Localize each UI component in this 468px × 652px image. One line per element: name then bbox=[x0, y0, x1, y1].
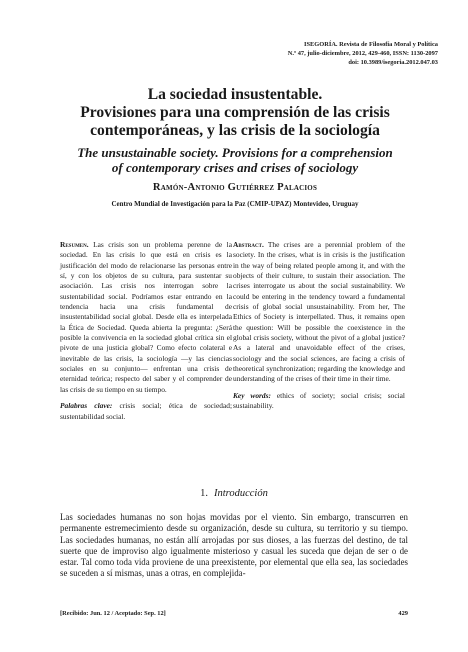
keywords-english bbox=[233, 391, 405, 412]
journal-doi: doi: 10.3989/isegoria.2012.047.03 bbox=[348, 59, 438, 66]
title-spanish-line-2: Provisiones para una comprensión de las crisis bbox=[80, 104, 390, 121]
title-spanish bbox=[40, 86, 430, 140]
abstract-spanish-body: Las crisis son un problema perenne de la sociedad. En las crisis lo que está en crisis es la justificación del modo de relacionarse las personas entre sí, y con los objetos de su cultura, para sustentar su asociación. Las crisis nos interrogan sobre la sustentabilidad social. Podríamos estar entrando en la tendencia hacia una crisis fundamental de insustentabilidad social global. Desde ella es interpelada la Ética de Sociedad. Queda abierta la pregunta: ¿Será posible la convivencia en la sociedad global crítica sin el pivote de una justicia global? Como efecto colateral e inevitable de las crisis, la sociología —y las ciencias sociales en su conjunto— enfrentan una crisis de eternidad teórica; respecto del saber y el comprender de las crisis de su tiempo en su tiempo. bbox=[60, 240, 232, 394]
keywords-spanish-body: crisis social; ética de sociedad; sustentabilidad social. bbox=[60, 401, 232, 421]
abstract-english bbox=[233, 240, 405, 385]
keywords-spanish bbox=[60, 401, 232, 422]
page-footer bbox=[60, 610, 408, 617]
title-english-line-2: of contemporary crises and crises of sociology bbox=[111, 160, 359, 175]
title-english bbox=[40, 145, 430, 175]
abstract-spanish-lead: Resumen. bbox=[60, 240, 89, 249]
received-accepted-dates: [Recibido: Jun. 12 / Aceptado: Sep. 12] bbox=[60, 610, 166, 617]
journal-header bbox=[158, 40, 438, 67]
section-number: 1. bbox=[200, 488, 208, 499]
keywords-english-body: ethics of society; social crisis; social sustainability. bbox=[233, 390, 405, 411]
abstract-spanish bbox=[60, 240, 232, 395]
section-title: Introducción bbox=[214, 488, 268, 499]
journal-name: ISEGORÍA. Revista de Filosofía Moral y Política bbox=[303, 41, 438, 48]
title-spanish-line-3: contemporáneas, y las crisis de la sociología bbox=[90, 122, 380, 139]
abstract-english-column bbox=[233, 240, 405, 418]
abstract-spanish-column bbox=[60, 240, 232, 428]
journal-issue: N.º 47, julio-diciembre, 2012, 429-460, ISSN: 1130-2097 bbox=[287, 50, 438, 57]
author-affiliation: Centro Mundial de Investigación para la Paz (CMIP-UPAZ) Montevideo, Uruguay bbox=[111, 200, 359, 208]
introduction-paragraph: Las sociedades humanas no son hojas movidas por el viento. Sin embargo, transcurren en permanente estremecimiento desde su organización, desde su cultura, su territorio y su tiempo. Las sociedades humanas, no están allí arrojadas por sus dioses, a las fuerzas del destino, de tal suerte que de improviso algo igualmente misterioso y casual les suceda que dejan de ser o de estar. Tal como toda vida proviene de una preexistente, por elemental que ella sea, las sociedades se suceden a sí mismas, unas a otras, en complejida- bbox=[60, 512, 408, 579]
introduction-body bbox=[60, 512, 408, 580]
keywords-spanish-label: Palabras clave: bbox=[60, 401, 113, 411]
title-english-line-1: The unsustainable society. Provisions for a comprehension bbox=[77, 145, 393, 160]
abstract-english-lead: Abstract. bbox=[233, 240, 264, 249]
author-name: Ramón-Antonio Gutiérrez Palacios bbox=[152, 182, 318, 193]
section-heading bbox=[60, 488, 408, 499]
page-number: 429 bbox=[398, 610, 408, 617]
abstract-english-body: The crises are a perennial problem of the society. In the crises, what is in crisis is the justification in the way of being related people among it, and with the objects of their culture, to sustain their association. The crises interrogate us about the social sustainability. We could be entering in the tendency toward a fundamental crisis of global social unsustainability. From her, The Ethics of Society is interpellated. Thus, it remains open the question: Will be possible the coexistence in the global crisis society, without the pivot of a global justice? As a lateral and unavoidable effect of the crises, sociology and the social sciences, are facing a crisis of theoretical synchronization; regarding the knowledge and understanding of the crises of their time in their time. bbox=[233, 240, 405, 384]
title-spanish-line-1: La sociedad insustentable. bbox=[147, 86, 323, 103]
keywords-english-label: Key words: bbox=[233, 390, 271, 400]
